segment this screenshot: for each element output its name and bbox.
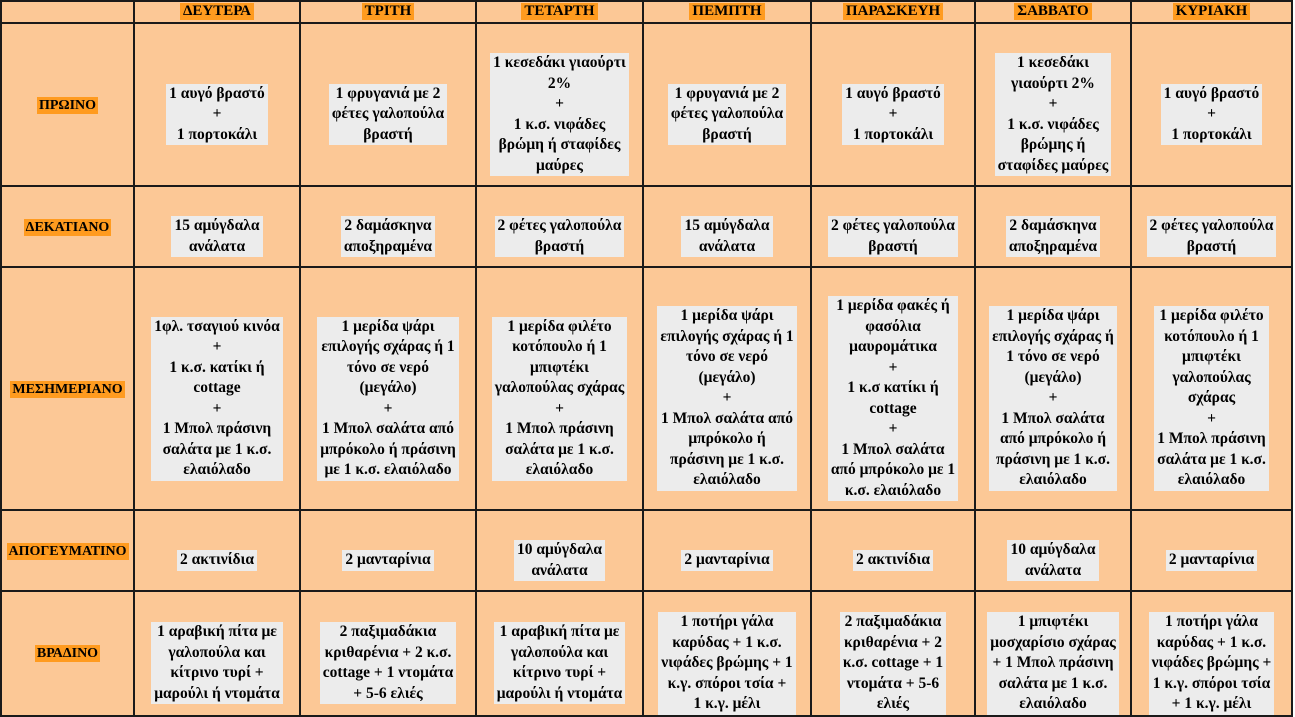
meal-text: 2 φέτες γαλοπούλα βραστή: [1147, 216, 1277, 257]
meal-cell: [134, 267, 300, 510]
meal-label: ΔΕΚΑΤΙΑΝΟ: [25, 219, 110, 235]
day-header: [975, 1, 1131, 23]
meal-text: 2 ακτινίδια: [853, 550, 933, 571]
meal-cell: [300, 267, 476, 510]
meal-cell: [1131, 186, 1292, 267]
meal-row-morning-snack: [1, 186, 1292, 267]
meal-label: ΜΕΣΗΜΕΡΙΑΝΟ: [12, 381, 123, 397]
meal-cell: [975, 591, 1131, 716]
meal-cell: [134, 23, 300, 186]
meal-text: 15 αμύγδαλα ανάλατα: [171, 216, 262, 257]
meal-row-dinner: [1, 591, 1292, 716]
day-label: ΔΕΥΤΕΡΑ: [180, 3, 254, 20]
meal-cell: [476, 510, 643, 591]
meal-text: 2 δαμάσκηνα αποξηραμένα: [1006, 216, 1100, 257]
meal-label-cell: [1, 186, 134, 267]
meal-text: 1 μπιφτέκι μοσχαρίσιο σχάρας + 1 Μπολ πράσινη σαλάτα με 1 κ.σ. ελαιόλαδο: [987, 612, 1119, 715]
meal-text: 1 αραβική πίτα με γαλοπούλα και κίτρινο τυρί + μαρούλι ή ντομάτα: [151, 622, 283, 704]
meal-row-breakfast: [1, 23, 1292, 186]
meal-cell: [134, 186, 300, 267]
day-label: ΚΥΡΙΑΚΗ: [1173, 3, 1251, 20]
day-header: [811, 1, 975, 23]
day-label: ΤΡΙΤΗ: [362, 3, 415, 20]
meal-text: 1 κεσεδάκι γιαούρτι 2% + 1 κ.σ. νιφάδες βρώμης ή σταφίδες μαύρες: [995, 53, 1112, 176]
meal-text: 1 κεσεδάκι γιαούρτι 2% + 1 κ.σ. νιφάδες βρώμη ή σταφίδες μαύρες: [490, 53, 629, 176]
meal-text: 1 μερίδα φιλέτο κοτόπουλο ή 1 μπιφτέκι γαλοπούλας σχάρας + 1 Μπολ πράσινη σαλάτα με 1 κ.σ. ελαιόλαδο: [492, 317, 628, 481]
meal-cell: [476, 186, 643, 267]
meal-label-cell: [1, 267, 134, 510]
meal-cell: [476, 267, 643, 510]
meal-cell: [476, 591, 643, 716]
meal-cell: [1131, 23, 1292, 186]
meal-text: 2 φέτες γαλοπούλα βραστή: [495, 216, 625, 257]
meal-text: 1 αυγό βραστό + 1 πορτοκάλι: [166, 84, 268, 146]
meal-text: 1 μερίδα ψάρι επιλογής σχάρας ή 1 τόνο σε νερό (μεγάλο) + 1 Μπολ σαλάτα από μπρόκολο ή πράσινη με 1 κ.σ. ελαιόλαδο: [317, 317, 459, 481]
meal-text: 2 παξιμαδάκια κριθαρένια + 2 κ.σ. cottage + 1 ντομάτα + 5-6 ελιές: [840, 612, 946, 715]
meal-cell: [476, 23, 643, 186]
meal-cell: [643, 510, 811, 591]
meal-text: 1 μερίδα ψάρι επιλογής σχάρας ή 1 τόνο σε νερό (μεγάλο) + 1 Μπολ σαλάτα από μπρόκολο ή πράσινη με 1 κ.σ. ελαιόλαδο: [657, 306, 796, 491]
meal-text: 2 ακτινίδια: [177, 550, 257, 571]
meal-label: ΒΡΑΔΙΝΟ: [36, 646, 99, 662]
meal-text: 2 παξιμαδάκια κριθαρένια + 2 κ.σ. cottage + 1 ντομάτα + 5-6 ελιές: [320, 622, 457, 704]
meal-cell: [811, 267, 975, 510]
meal-text: 1 ποτήρι γάλα καρύδας + 1 κ.σ. νιφάδες βρώμης + 1 κ.γ. σπόροι τσία + 1 κ.γ. μέλι: [1149, 612, 1275, 715]
day-header: [1131, 1, 1292, 23]
meal-row-lunch: [1, 267, 1292, 510]
meal-cell: [643, 267, 811, 510]
meal-cell: [643, 591, 811, 716]
meal-label: ΑΠΟΓΕΥΜΑΤΙΝΟ: [8, 543, 127, 559]
meal-text: 15 αμύγδαλα ανάλατα: [681, 216, 772, 257]
meal-cell: [1131, 510, 1292, 591]
meal-row-afternoon-snack: [1, 510, 1292, 591]
meal-text: 1 ποτήρι γάλα καρύδας + 1 κ.σ. νιφάδες βρώμης + 1 κ.γ. σπόροι τσία + 1 κ.γ. μέλι: [658, 612, 795, 715]
day-label: ΣΑΒΒΑΤΟ: [1014, 3, 1091, 20]
meal-label: ΠΡΩΙΝΟ: [38, 97, 97, 113]
meal-text: 1 αραβική πίτα με γαλοπούλα και κίτρινο τυρί + μαρούλι ή ντομάτα: [494, 622, 626, 704]
meal-cell: [811, 186, 975, 267]
meal-text: 2 μανταρίνια: [681, 550, 772, 571]
meal-cell: [1131, 267, 1292, 510]
meal-text: 10 αμύγδαλα ανάλατα: [514, 540, 605, 581]
meal-text: 1φλ. τσαγιού κινόα + 1 κ.σ. κατίκι ή cottage + 1 Μπολ πράσινη σαλάτα με 1 κ.σ. ελαιόλαδο: [151, 317, 282, 481]
day-label: ΠΑΡΑΣΚΕΥΗ: [843, 3, 943, 20]
meal-text: 10 αμύγδαλα ανάλατα: [1007, 540, 1098, 581]
day-label: ΠΕΜΠΤΗ: [689, 3, 764, 20]
meal-cell: [811, 23, 975, 186]
day-header: [134, 1, 300, 23]
meal-text: 1 φρυγανιά με 2 φέτες γαλοπούλα βραστή: [668, 84, 786, 146]
meal-cell: [134, 591, 300, 716]
meal-text: 1 φρυγανιά με 2 φέτες γαλοπούλα βραστή: [329, 84, 447, 146]
meal-cell: [643, 23, 811, 186]
day-header: [476, 1, 643, 23]
meal-cell: [300, 510, 476, 591]
meal-cell: [134, 510, 300, 591]
meal-label-cell: [1, 510, 134, 591]
meal-cell: [811, 510, 975, 591]
meal-cell: [975, 23, 1131, 186]
meal-text: 2 φέτες γαλοπούλα βραστή: [828, 216, 958, 257]
meal-text: 1 μερίδα φιλέτο κοτόπουλο ή 1 μπιφτέκι γαλοπούλας σχάρας + 1 Μπολ πράσινη σαλάτα με 1 κ.σ. ελαιόλαδο: [1154, 306, 1269, 491]
header-row: [1, 1, 1292, 23]
meal-text: 1 αυγό βραστό + 1 πορτοκάλι: [1161, 84, 1263, 146]
meal-cell: [975, 186, 1131, 267]
meal-cell: [975, 510, 1131, 591]
meal-label-cell: [1, 23, 134, 186]
meal-cell: [643, 186, 811, 267]
meal-text: 1 μερίδα ψάρι επιλογής σχάρας ή 1 τόνο σε νερό (μεγάλο) + 1 Μπολ σαλάτα από μπρόκολο ή πράσινη με 1 κ.σ. ελαιόλαδο: [989, 306, 1117, 491]
meal-text: 2 δαμάσκηνα αποξηραμένα: [341, 216, 435, 257]
meal-cell: [1131, 591, 1292, 716]
meal-cell: [975, 267, 1131, 510]
meal-text: 1 αυγό βραστό + 1 πορτοκάλι: [842, 84, 944, 146]
meal-text: 2 μανταρίνια: [1166, 550, 1257, 571]
meal-text: 2 μανταρίνια: [342, 550, 433, 571]
day-header: [643, 1, 811, 23]
meal-text: 1 μερίδα φακές ή φασόλια μαυρομάτικα + 1 κ.σ κατίκι ή cottage + 1 Μπολ σαλάτα από μπρόκολο με 1 κ.σ. ελαιόλαδο: [828, 296, 958, 501]
day-label: ΤΕΤΑΡΤΗ: [521, 3, 597, 20]
meal-cell: [300, 23, 476, 186]
corner-cell: [1, 1, 134, 23]
meal-cell: [300, 186, 476, 267]
meal-label-cell: [1, 591, 134, 716]
meal-cell: [300, 591, 476, 716]
meal-cell: [811, 591, 975, 716]
day-header: [300, 1, 476, 23]
